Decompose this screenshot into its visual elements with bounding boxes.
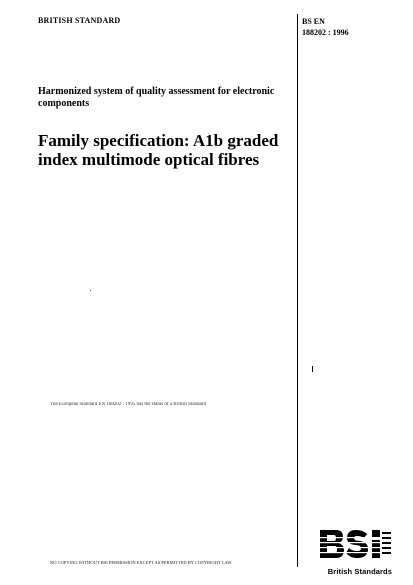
vertical-divider [297, 14, 298, 567]
bsi-logo [318, 528, 392, 574]
speck [90, 290, 91, 291]
bsi-logo-caption: British Standards [327, 567, 392, 576]
document-subtitle: Harmonized system of quality assessment for electronic components [38, 86, 275, 109]
standard-number-line2: 188202 : 1996 [302, 28, 349, 37]
standard-number-line1: BS EN [302, 17, 325, 26]
copyright-notice: NO COPYING WITHOUT BSI PERMISSION EXCEPT AS PERMITTED BY COPYRIGHT LAW [50, 560, 232, 565]
status-statement: The European Standard EN 188202 : 1995 has the status of a British Standard [50, 402, 206, 407]
document-title: Family specification: A1b graded index multimode optical fibres [38, 131, 279, 169]
standard-label: BRITISH STANDARD [38, 16, 121, 25]
standard-number [302, 16, 349, 38]
bsi-logo-mark [318, 528, 392, 560]
margin-tick [312, 366, 313, 372]
